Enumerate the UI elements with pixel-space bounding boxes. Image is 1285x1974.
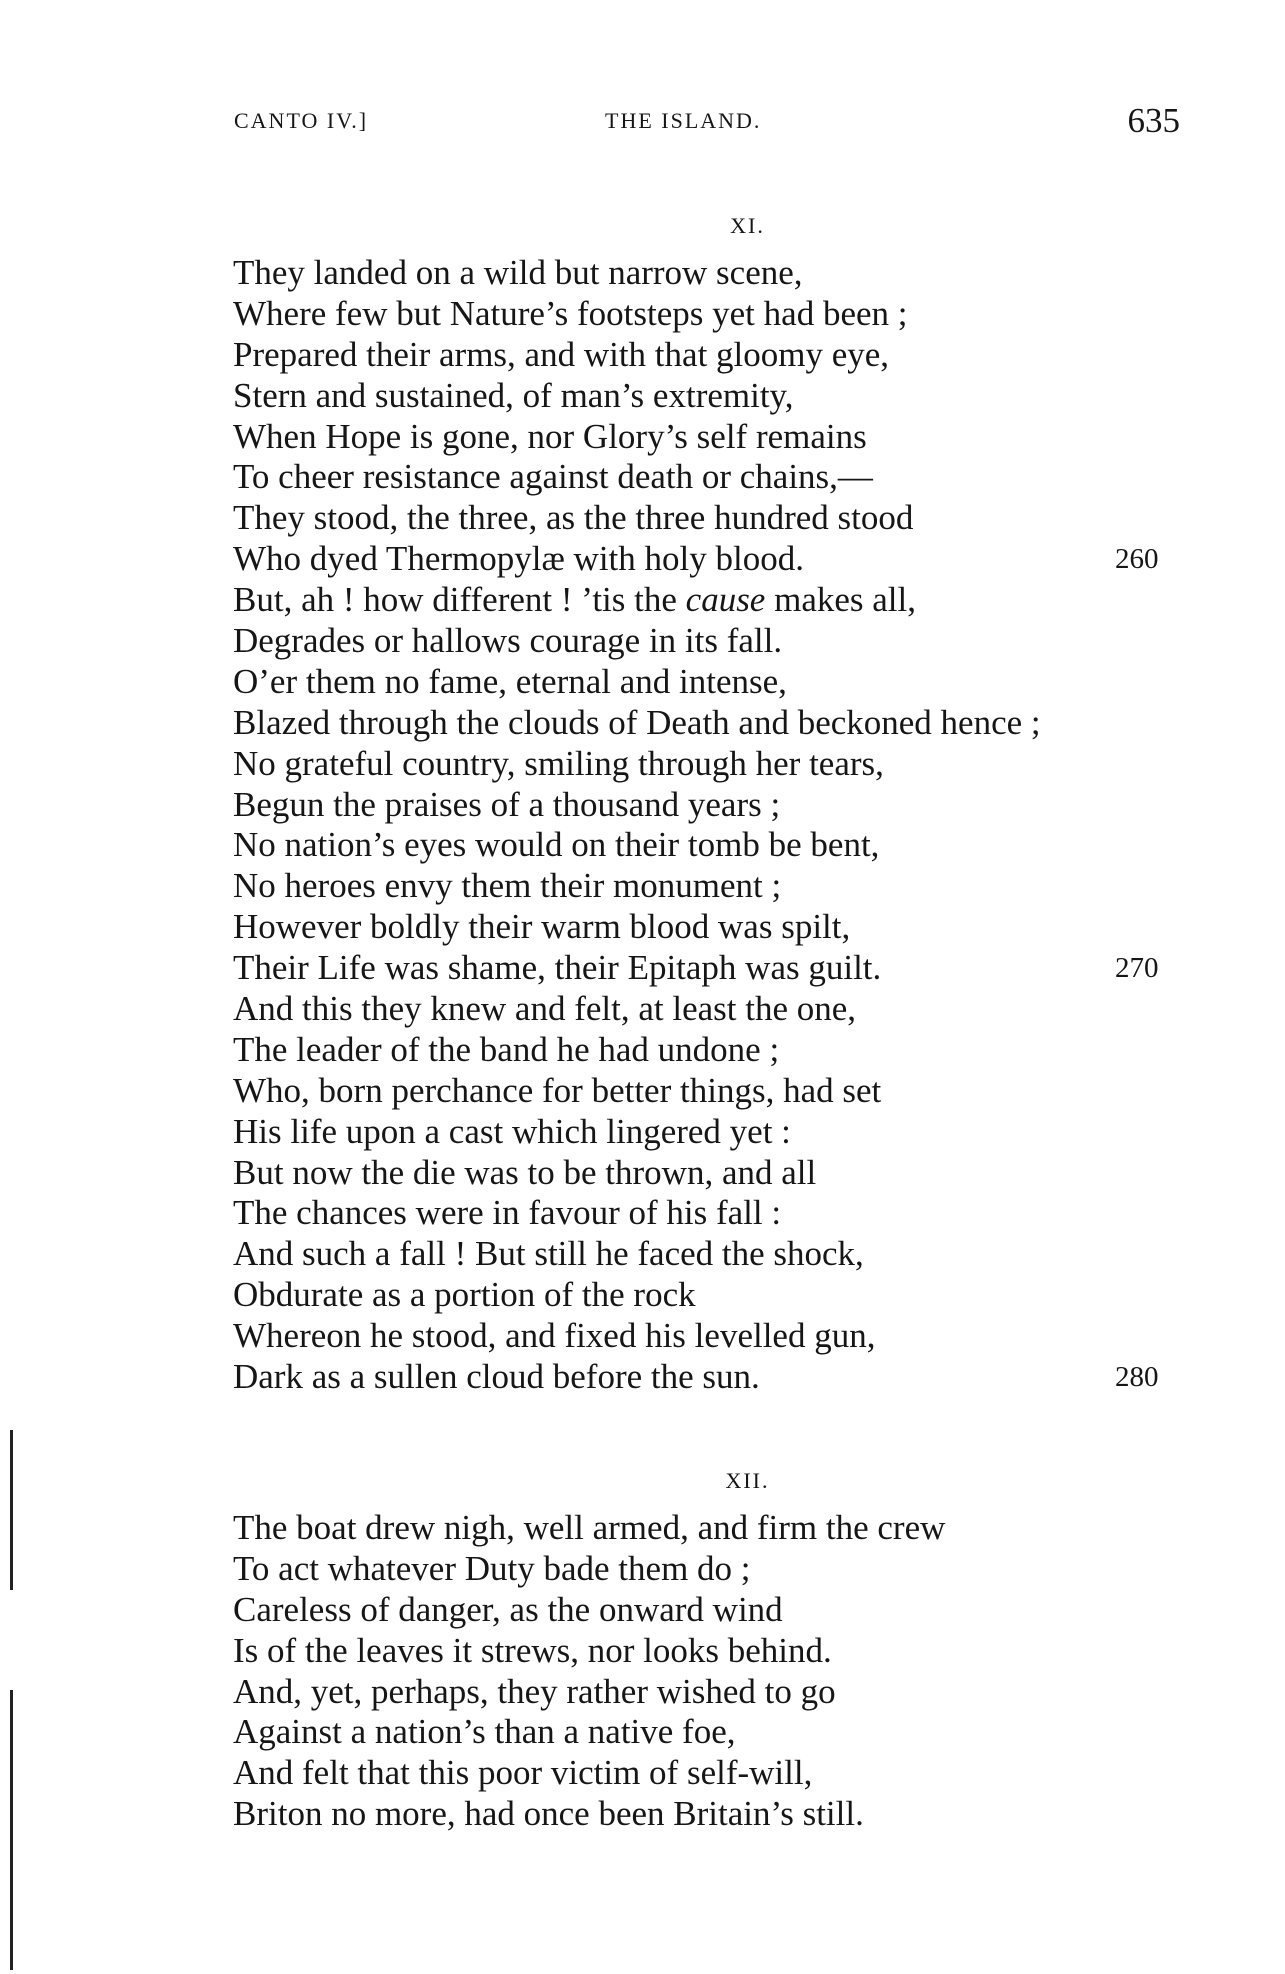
verse-text: Stern and sustained, of man’s extremity, bbox=[233, 375, 794, 415]
verse-line bbox=[233, 1357, 1193, 1398]
verse-text: Where few but Nature’s footsteps yet had been ; bbox=[233, 293, 908, 333]
verse-line bbox=[233, 785, 1193, 826]
margin-scan-rule bbox=[10, 1430, 13, 1590]
verse-text: The chances were in favour of his fall : bbox=[233, 1193, 782, 1233]
verse-line bbox=[233, 417, 1193, 458]
verse-text: But, ah ! how different ! ’tis the bbox=[233, 580, 686, 620]
verse-text: And, yet, perhaps, they rather wished to go bbox=[233, 1671, 836, 1711]
verse-text: Whereon he stood, and fixed his levelled gun, bbox=[233, 1316, 876, 1356]
verse-text: Prepared their arms, and with that gloomy eye, bbox=[233, 334, 890, 374]
verse-line bbox=[233, 948, 1193, 989]
running-head-canto: CANTO IV.] bbox=[234, 108, 369, 133]
verse-line bbox=[233, 1112, 1193, 1153]
section-heading-xi: XI. bbox=[730, 213, 765, 238]
verse-line bbox=[233, 1275, 1193, 1316]
verse-line bbox=[233, 662, 1193, 703]
verse-line bbox=[233, 703, 1193, 744]
verse-text: To cheer resistance against death or chains,— bbox=[233, 457, 873, 497]
margin-scan-rule bbox=[10, 1690, 13, 1970]
verse-text: Blazed through the clouds of Death and beckoned hence ; bbox=[233, 702, 1041, 742]
verse-text: To act whatever Duty bade them do ; bbox=[233, 1548, 751, 1588]
verse-text: O’er them no fame, eternal and intense, bbox=[233, 661, 787, 701]
verse-text: makes all, bbox=[765, 580, 917, 620]
verse-line bbox=[233, 1030, 1193, 1071]
running-head-title: THE ISLAND. bbox=[605, 108, 762, 133]
stanza-xii bbox=[233, 1508, 1193, 1835]
verse-line bbox=[233, 866, 1193, 907]
verse-text: Dark as a sullen cloud before the sun. bbox=[233, 1357, 760, 1397]
verse-text: Their Life was shame, their Epitaph was guilt. bbox=[233, 948, 882, 988]
verse-text: Who, born perchance for better things, had set bbox=[233, 1070, 882, 1110]
verse-text: No nation’s eyes would on their tomb be bent, bbox=[233, 825, 880, 865]
verse-line bbox=[233, 457, 1193, 498]
verse-text: And felt that this poor victim of self-will, bbox=[233, 1753, 813, 1793]
verse-line bbox=[233, 253, 1193, 294]
verse-line bbox=[233, 1153, 1193, 1194]
verse-line bbox=[233, 376, 1193, 417]
line-number: 260 bbox=[1115, 543, 1159, 576]
verse-line bbox=[233, 1631, 1193, 1672]
verse-text: Obdurate as a portion of the rock bbox=[233, 1275, 696, 1315]
verse-text: Degrades or hallows courage in its fall. bbox=[233, 621, 783, 661]
stanza-xi bbox=[233, 253, 1193, 1398]
verse-line bbox=[233, 1753, 1193, 1794]
verse-text: Is of the leaves it strews, nor looks behind. bbox=[233, 1630, 832, 1670]
page-number: 635 bbox=[1127, 101, 1180, 140]
verse-line bbox=[233, 907, 1193, 948]
verse-emphasis: cause bbox=[685, 580, 766, 620]
verse-line bbox=[233, 335, 1193, 376]
verse-line bbox=[233, 1316, 1193, 1357]
verse-line bbox=[233, 294, 1193, 335]
verse-line bbox=[233, 1234, 1193, 1275]
verse-line bbox=[233, 1590, 1193, 1631]
verse-line bbox=[233, 580, 1193, 621]
verse-text: When Hope is gone, nor Glory’s self remains bbox=[233, 416, 867, 456]
verse-text: And such a fall ! But still he faced the shock, bbox=[233, 1234, 864, 1274]
verse-line bbox=[233, 1071, 1193, 1112]
verse-text: Who dyed Thermopylæ with holy blood. bbox=[233, 539, 804, 579]
line-number: 270 bbox=[1115, 952, 1159, 985]
verse-line bbox=[233, 989, 1193, 1030]
verse-line bbox=[233, 1794, 1193, 1835]
verse-text: Briton no more, had once been Britain’s still. bbox=[233, 1794, 864, 1834]
verse-line bbox=[233, 1712, 1193, 1753]
verse-text: The leader of the band he had undone ; bbox=[233, 1029, 780, 1069]
verse-text: No heroes envy them their monument ; bbox=[233, 866, 782, 906]
line-number: 280 bbox=[1115, 1361, 1159, 1394]
verse-line bbox=[233, 744, 1193, 785]
verse-text: His life upon a cast which lingered yet : bbox=[233, 1111, 791, 1151]
verse-text: But now the die was to be thrown, and all bbox=[233, 1152, 817, 1192]
verse-line bbox=[233, 825, 1193, 866]
verse-line bbox=[233, 1508, 1193, 1549]
verse-text: They landed on a wild but narrow scene, bbox=[233, 253, 803, 292]
verse-line bbox=[233, 621, 1193, 662]
verse-text: No grateful country, smiling through her tears, bbox=[233, 743, 884, 783]
verse-line bbox=[233, 539, 1193, 580]
section-heading-xii: XII. bbox=[725, 1468, 770, 1493]
verse-line bbox=[233, 1672, 1193, 1713]
verse-text: Careless of danger, as the onward wind bbox=[233, 1589, 783, 1629]
verse-text: Against a nation’s than a native foe, bbox=[233, 1712, 736, 1752]
verse-text: However boldly their warm blood was spilt, bbox=[233, 907, 851, 947]
verse-text: The boat drew nigh, well armed, and firm the crew bbox=[233, 1508, 946, 1547]
verse-line bbox=[233, 498, 1193, 539]
verse-text: They stood, the three, as the three hundred stood bbox=[233, 498, 914, 538]
verse-text: And this they knew and felt, at least the one, bbox=[233, 989, 857, 1029]
verse-text: Begun the praises of a thousand years ; bbox=[233, 784, 781, 824]
verse-line bbox=[233, 1549, 1193, 1590]
verse-line bbox=[233, 1193, 1193, 1234]
